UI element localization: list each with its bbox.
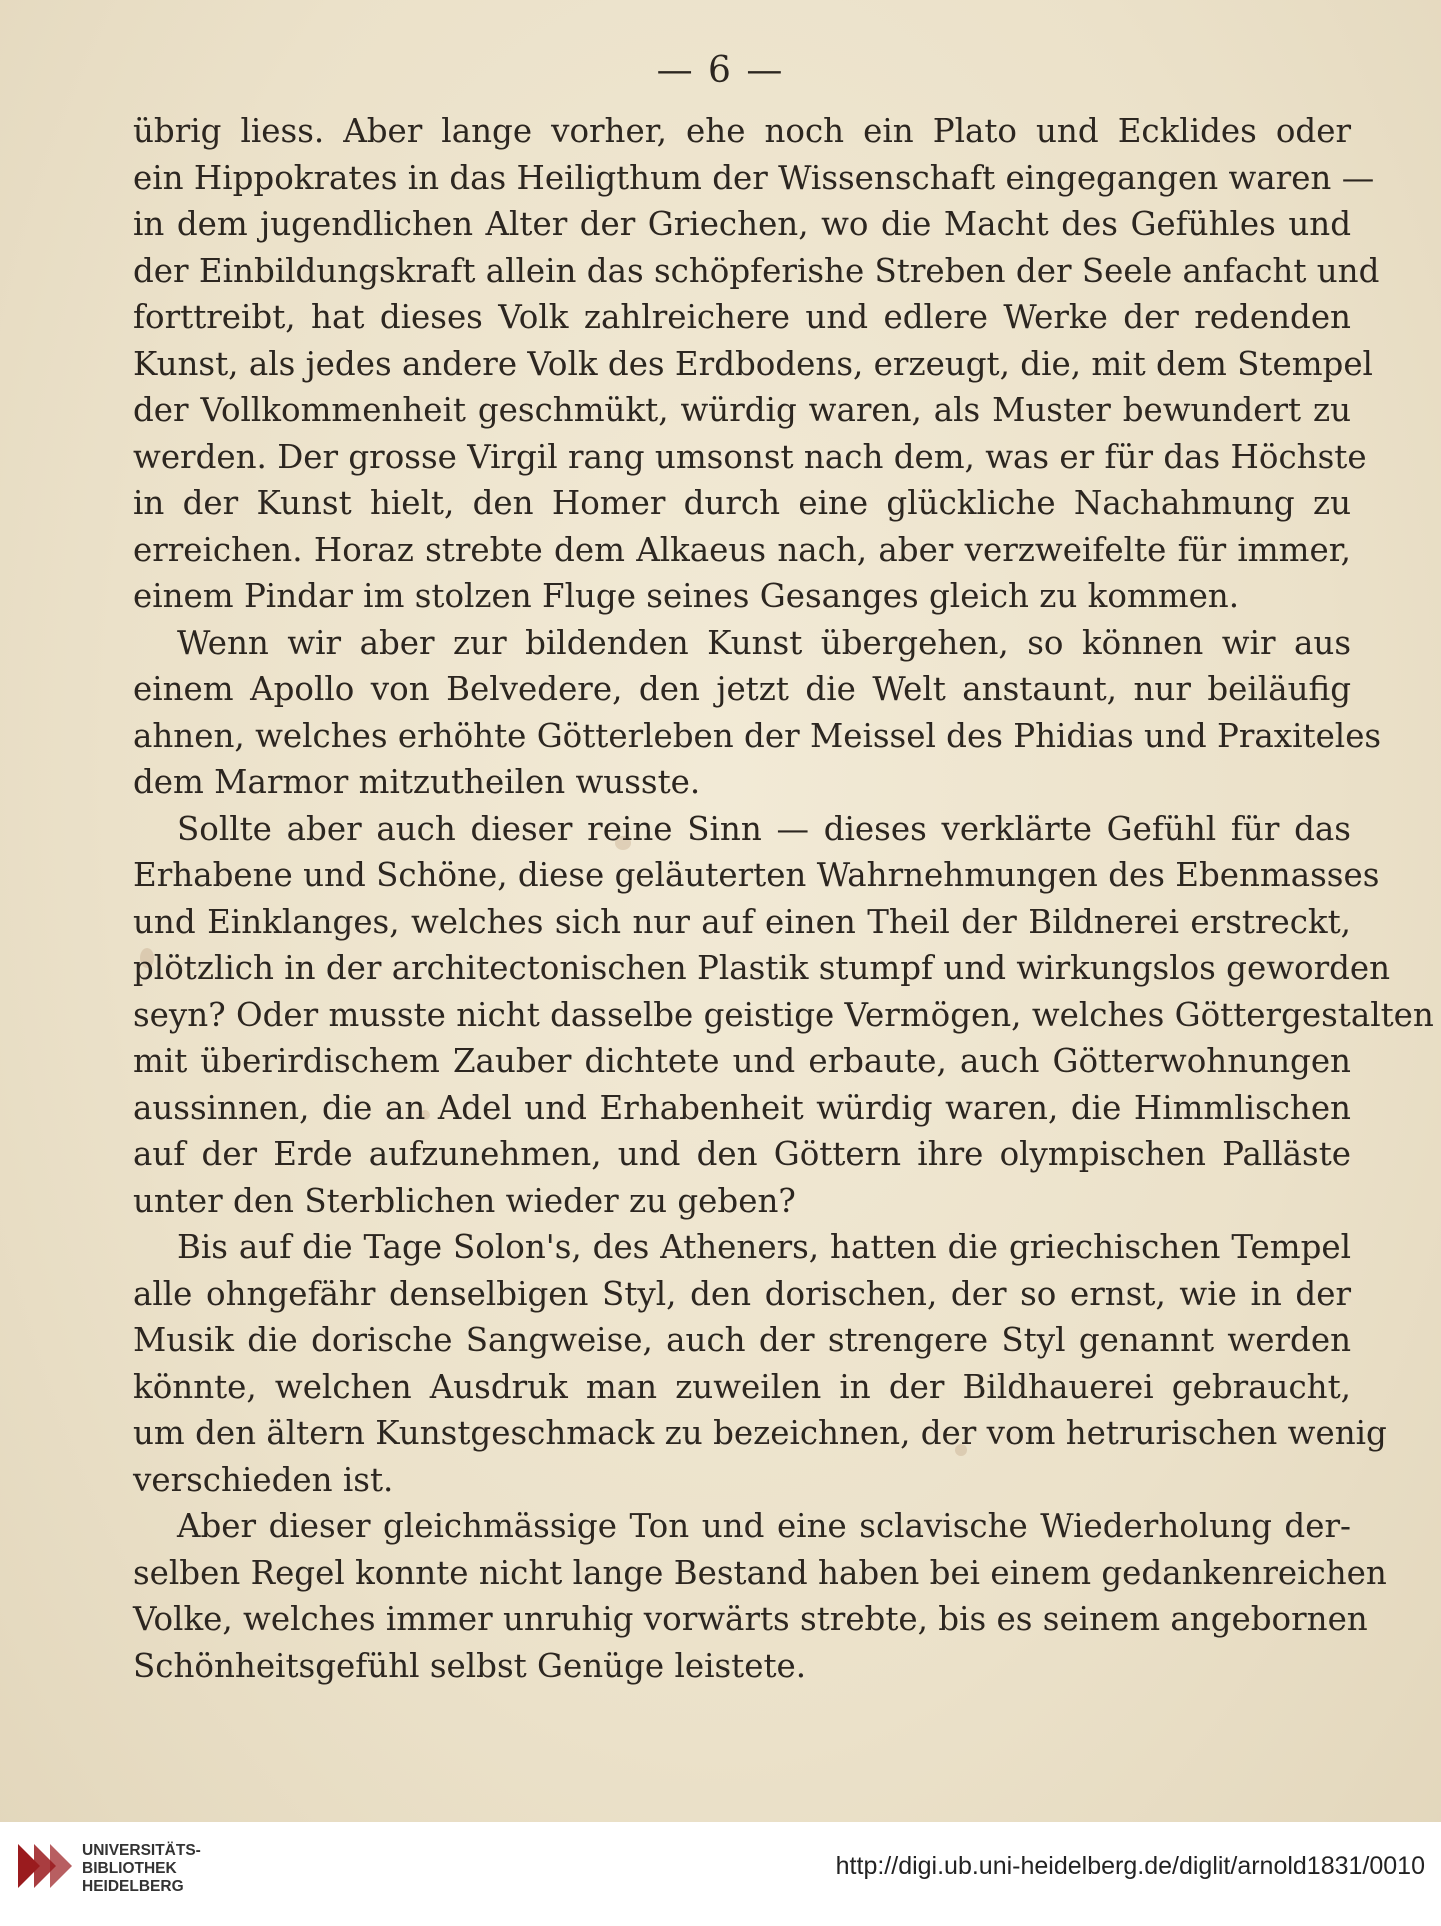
source-url-link[interactable]: http://digi.ub.uni-heidelberg.de/diglit/arnold1831/0010 [835, 1852, 1425, 1880]
library-name [82, 1842, 201, 1896]
text-line: unter den Sterblichen wieder zu geben? [133, 1181, 796, 1220]
text-line: Kunst, als jedes andere Volk des Erdbodens, erzeugt, die, mit dem Stempel [133, 344, 1373, 383]
university-library-logo-icon [14, 1836, 76, 1898]
text-line: Bis auf die Tage Solon's, des Atheners, hatten die griechischen Tempel [177, 1228, 1351, 1266]
text-line: dem Marmor mitzutheilen wusste. [133, 763, 701, 801]
text-line: Erhabene und Schöne, diese geläuterten Wahrnehmungen des Ebenmasses [133, 856, 1380, 894]
text-line: alle ohngefähr denselbigen Styl, den dorischen, der so ernst, wie in der [133, 1274, 1351, 1313]
text-line: selben Regel konnte nicht lange Bestand haben bei einem gedankenreichen [133, 1553, 1387, 1592]
library-name-line: BIBLIOTHEK [82, 1860, 177, 1877]
text-line: Wenn wir aber zur bildenden Kunst übergehen, so können wir aus [177, 623, 1351, 662]
text-line: verschieden ist. [133, 1460, 394, 1499]
text-line: Volke, welches immer unruhig vorwärts strebte, bis es seinem angebornen [133, 1600, 1368, 1638]
text-line: mit überirdischem Zauber dichtete und erbaute, auch Götterwohnungen [133, 1042, 1351, 1080]
footer-bar [0, 1822, 1441, 1926]
text-line: einem Apollo von Belvedere, den jetzt die Welt anstaunt, nur beiläufig [133, 670, 1351, 708]
text-line: der Vollkommenheit geschmükt, würdig waren, als Muster bewundert zu [133, 391, 1351, 429]
text-line: seyn? Oder musste nicht dasselbe geistige Vermögen, welches Göttergestalten [133, 995, 1434, 1034]
page-number: — 6 — [656, 50, 785, 91]
text-line: auf der Erde aufzunehmen, und den Göttern ihre olympischen Palläste [133, 1135, 1351, 1173]
text-line: Sollte aber auch dieser reine Sinn — dieses verklärte Gefühl für das [177, 809, 1351, 848]
text-line: werden. Der grosse Virgil rang umsonst nach dem, was er für das Höchste [133, 437, 1367, 476]
library-name-line: UNIVERSITÄTS- [82, 1842, 201, 1859]
library-name-line: HEIDELBERG [82, 1878, 184, 1895]
text-line: um den ältern Kunstgeschmack zu bezeichnen, der vom hetrurischen wenig [133, 1414, 1387, 1452]
text-line: ahnen, welches erhöhte Götterleben der Meissel des Phidias und Praxiteles [133, 716, 1382, 755]
text-line: könnte, welchen Ausdruk man zuweilen in der Bildhauerei gebraucht, [133, 1367, 1351, 1406]
text-line: in dem jugendlichen Alter der Griechen, wo die Macht des Gefühles und [133, 205, 1351, 243]
text-line: einem Pindar im stolzen Fluge seines Gesanges gleich zu kommen. [133, 577, 1240, 615]
text-line: übrig liess. Aber lange vorher, ehe noch ein Plato und Ecklides oder [133, 112, 1351, 150]
text-line: der Einbildungskraft allein das schöpferishe Streben der Seele anfacht und [133, 251, 1380, 290]
text-line: Schönheitsgefühl selbst Genüge leistete. [133, 1646, 807, 1685]
text-line: und Einklanges, welches sich nur auf einen Theil der Bildnerei erstreckt, [133, 902, 1351, 941]
text-line: aussinnen, die an Adel und Erhabenheit würdig waren, die Himmlischen [133, 1088, 1351, 1127]
text-line: plötzlich in der architectonischen Plastik stumpf und wirkungslos geworden [133, 949, 1391, 987]
body-text [133, 108, 1434, 1689]
text-line: ein Hippokrates in das Heiligthum der Wissenschaft eingegangen waren — [133, 158, 1375, 197]
text-line: in der Kunst hielt, den Homer durch eine glückliche Nachahmung zu [133, 484, 1351, 522]
text-line: Musik die dorische Sangweise, auch der strengere Styl genannt werden [133, 1321, 1351, 1359]
text-line: Aber dieser gleichmässige Ton und eine sclavische Wiederholung der- [177, 1507, 1351, 1545]
text-line: erreichen. Horaz strebte dem Alkaeus nach, aber verzweifelte für immer, [133, 530, 1351, 569]
text-line: forttreibt, hat dieses Volk zahlreichere und edlere Werke der redenden [133, 298, 1351, 336]
